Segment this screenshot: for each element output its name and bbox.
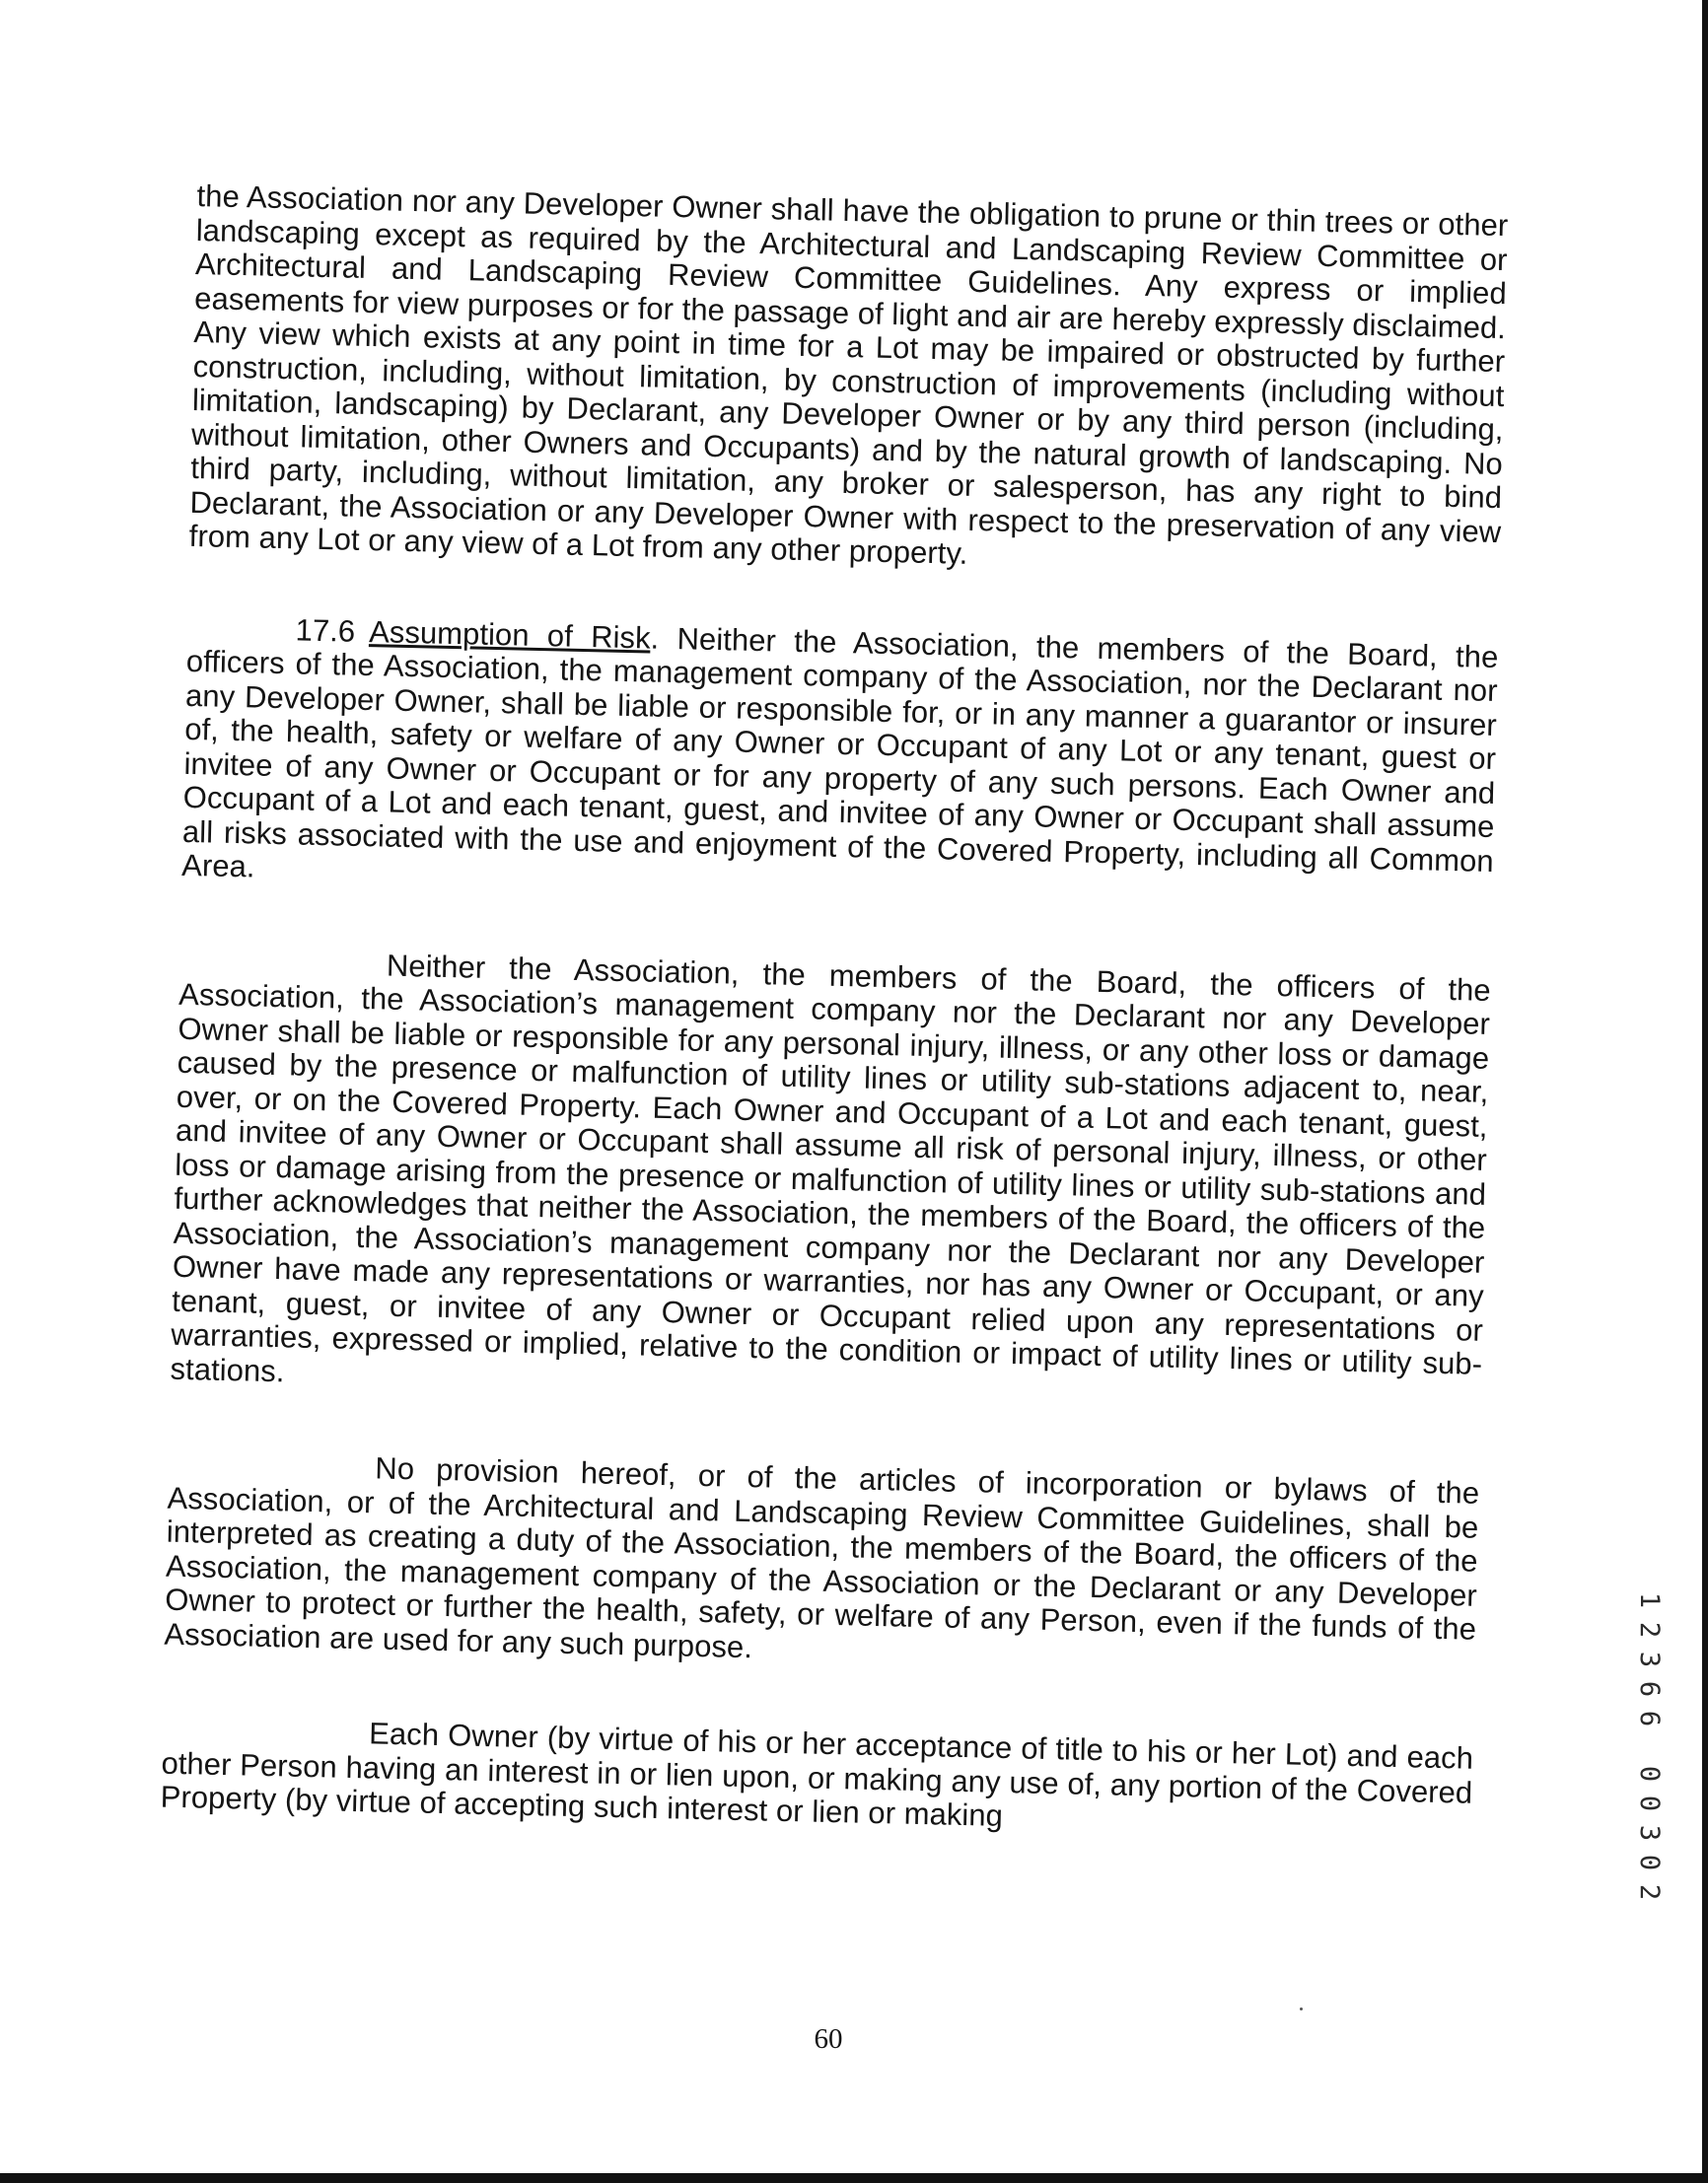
paragraph-view-easements: the Association nor any Developer Owner shall have the obligation to prune or thin trees or other landscaping except as required by the Architectural and Landscaping Review Committee or Architectural and Landscaping Review Committee Guidelines. Any express or implied easements for view purposes or for the passage of light and air are hereby expressly disclaimed. Any view which exists at any point in time for a Lot may be impaired or obstructed by further construction, including, without limitation, by construction of improvements (including without limitation, landscaping) by Declarant, any Developer Owner or by any third person (including, without limitation, other Owners and Occupants) and by the natural growth of landscaping. No third party, including, without limitation, any broker or salesperson, has any right to bind Declarant, the Association or any Developer Owner with respect to the preservation of any view from any Lot or any view of a Lot from any other property. [188, 178, 1509, 571]
section-title: Assumption of Risk [368, 613, 652, 656]
paragraph-utility-lines [170, 944, 1491, 1416]
paragraph-text: Neither the Association, the members of the Board, the officers of the Association, the Association’s management company nor the Declarant nor any Developer Owner shall be liable or responsible for any personal injury, illness, or any other loss or damage caused by the presence or malfunction of utility lines or utility sub-stations adjacent to, near, over, or on the Covered Property. Each Owner and Occupant of a Lot and each tenant, guest, and invitee of any Owner or Occupant shall assume all risk of personal injury, illness, or other loss or damage arising from the presence or malfunction of utility lines or utility sub-stations and further acknowledges that neither the Association, the members of the Board, the officers of the Association, the Association’s management company nor the Declarant nor any Developer Owner have made any representations or warranties, nor has any Owner or Occupant, or any tenant, guest, or invitee of any Owner or Occupant relied upon any representations or warranties, expressed or implied, relative to the condition or impact of utility lines or utility sub-stations. [170, 948, 1492, 1388]
stamp-digit: 2 [1634, 1621, 1665, 1639]
paragraph-indent [162, 1739, 369, 1744]
body-text [159, 179, 1509, 1905]
stamp-digit: 0 [1634, 1765, 1665, 1783]
stamp-gap [1635, 1733, 1663, 1759]
section-17-6 [181, 610, 1499, 912]
stamp-digit: 1 [1634, 1591, 1665, 1609]
side-document-stamp [1635, 1585, 1663, 1907]
paragraph-indent [179, 970, 387, 975]
paragraph-text: Each Owner (by virtue of his or her acceptance of title to his or her Lot) and each other Person having an interest in or lien upon, or making any use of, any portion of the Covered Property (by virtue of accepting such interest or lien or making [160, 1716, 1474, 1833]
section-number: 17.6 [295, 611, 356, 649]
paragraph-indent [168, 1474, 375, 1479]
scan-edge-right [1702, 0, 1708, 2183]
paragraph-owner-acceptance [160, 1713, 1473, 1845]
stamp-digit: 6 [1634, 1680, 1665, 1698]
scan-edge-bottom [0, 2173, 1708, 2183]
stamp-digit: 3 [1634, 1824, 1665, 1842]
paragraph-text: No provision hereof, or of the articles of incorporation or bylaws of the Association, or of the Architectural and Landscaping Review Committee Guidelines, shall be interpreted as creating a duty of the Association, the members of the Board, the officers of the Association, the management company of the Association or the Declarant or any Developer Owner to protect or further the health, safety, or welfare of any Person, even if the funds of the Association are used for any such purpose. [164, 1450, 1480, 1664]
page-number: 60 [814, 2023, 843, 2055]
stamp-digit: 6 [1634, 1710, 1665, 1727]
stamp-digit: 0 [1634, 1854, 1665, 1871]
paragraph-indent [186, 637, 295, 639]
section-body: . Neither the Association, the members of the Board, the officers of the Association, the management company of the Association, nor the Declarant nor any Developer Owner, shall be liable or responsible for, or in any manner a guarantor or insurer of, the health, safety or welfare of any Owner or Occupant of any Lot or any tenant, guest or invitee of any Owner or Occupant or for any property of any such persons. Each Owner and Occupant of a Lot and each tenant, guest, and invitee of any Owner or Occupant shall assume all risks associated with the use and enjoyment of the Covered Property, including all Common Area. [180, 620, 1499, 884]
stamp-digit: 3 [1634, 1651, 1665, 1668]
stamp-digit: 2 [1634, 1883, 1665, 1901]
paragraph-no-duty [164, 1447, 1479, 1681]
stamp-digit: 0 [1634, 1795, 1665, 1812]
scan-speck [1300, 2007, 1303, 2010]
